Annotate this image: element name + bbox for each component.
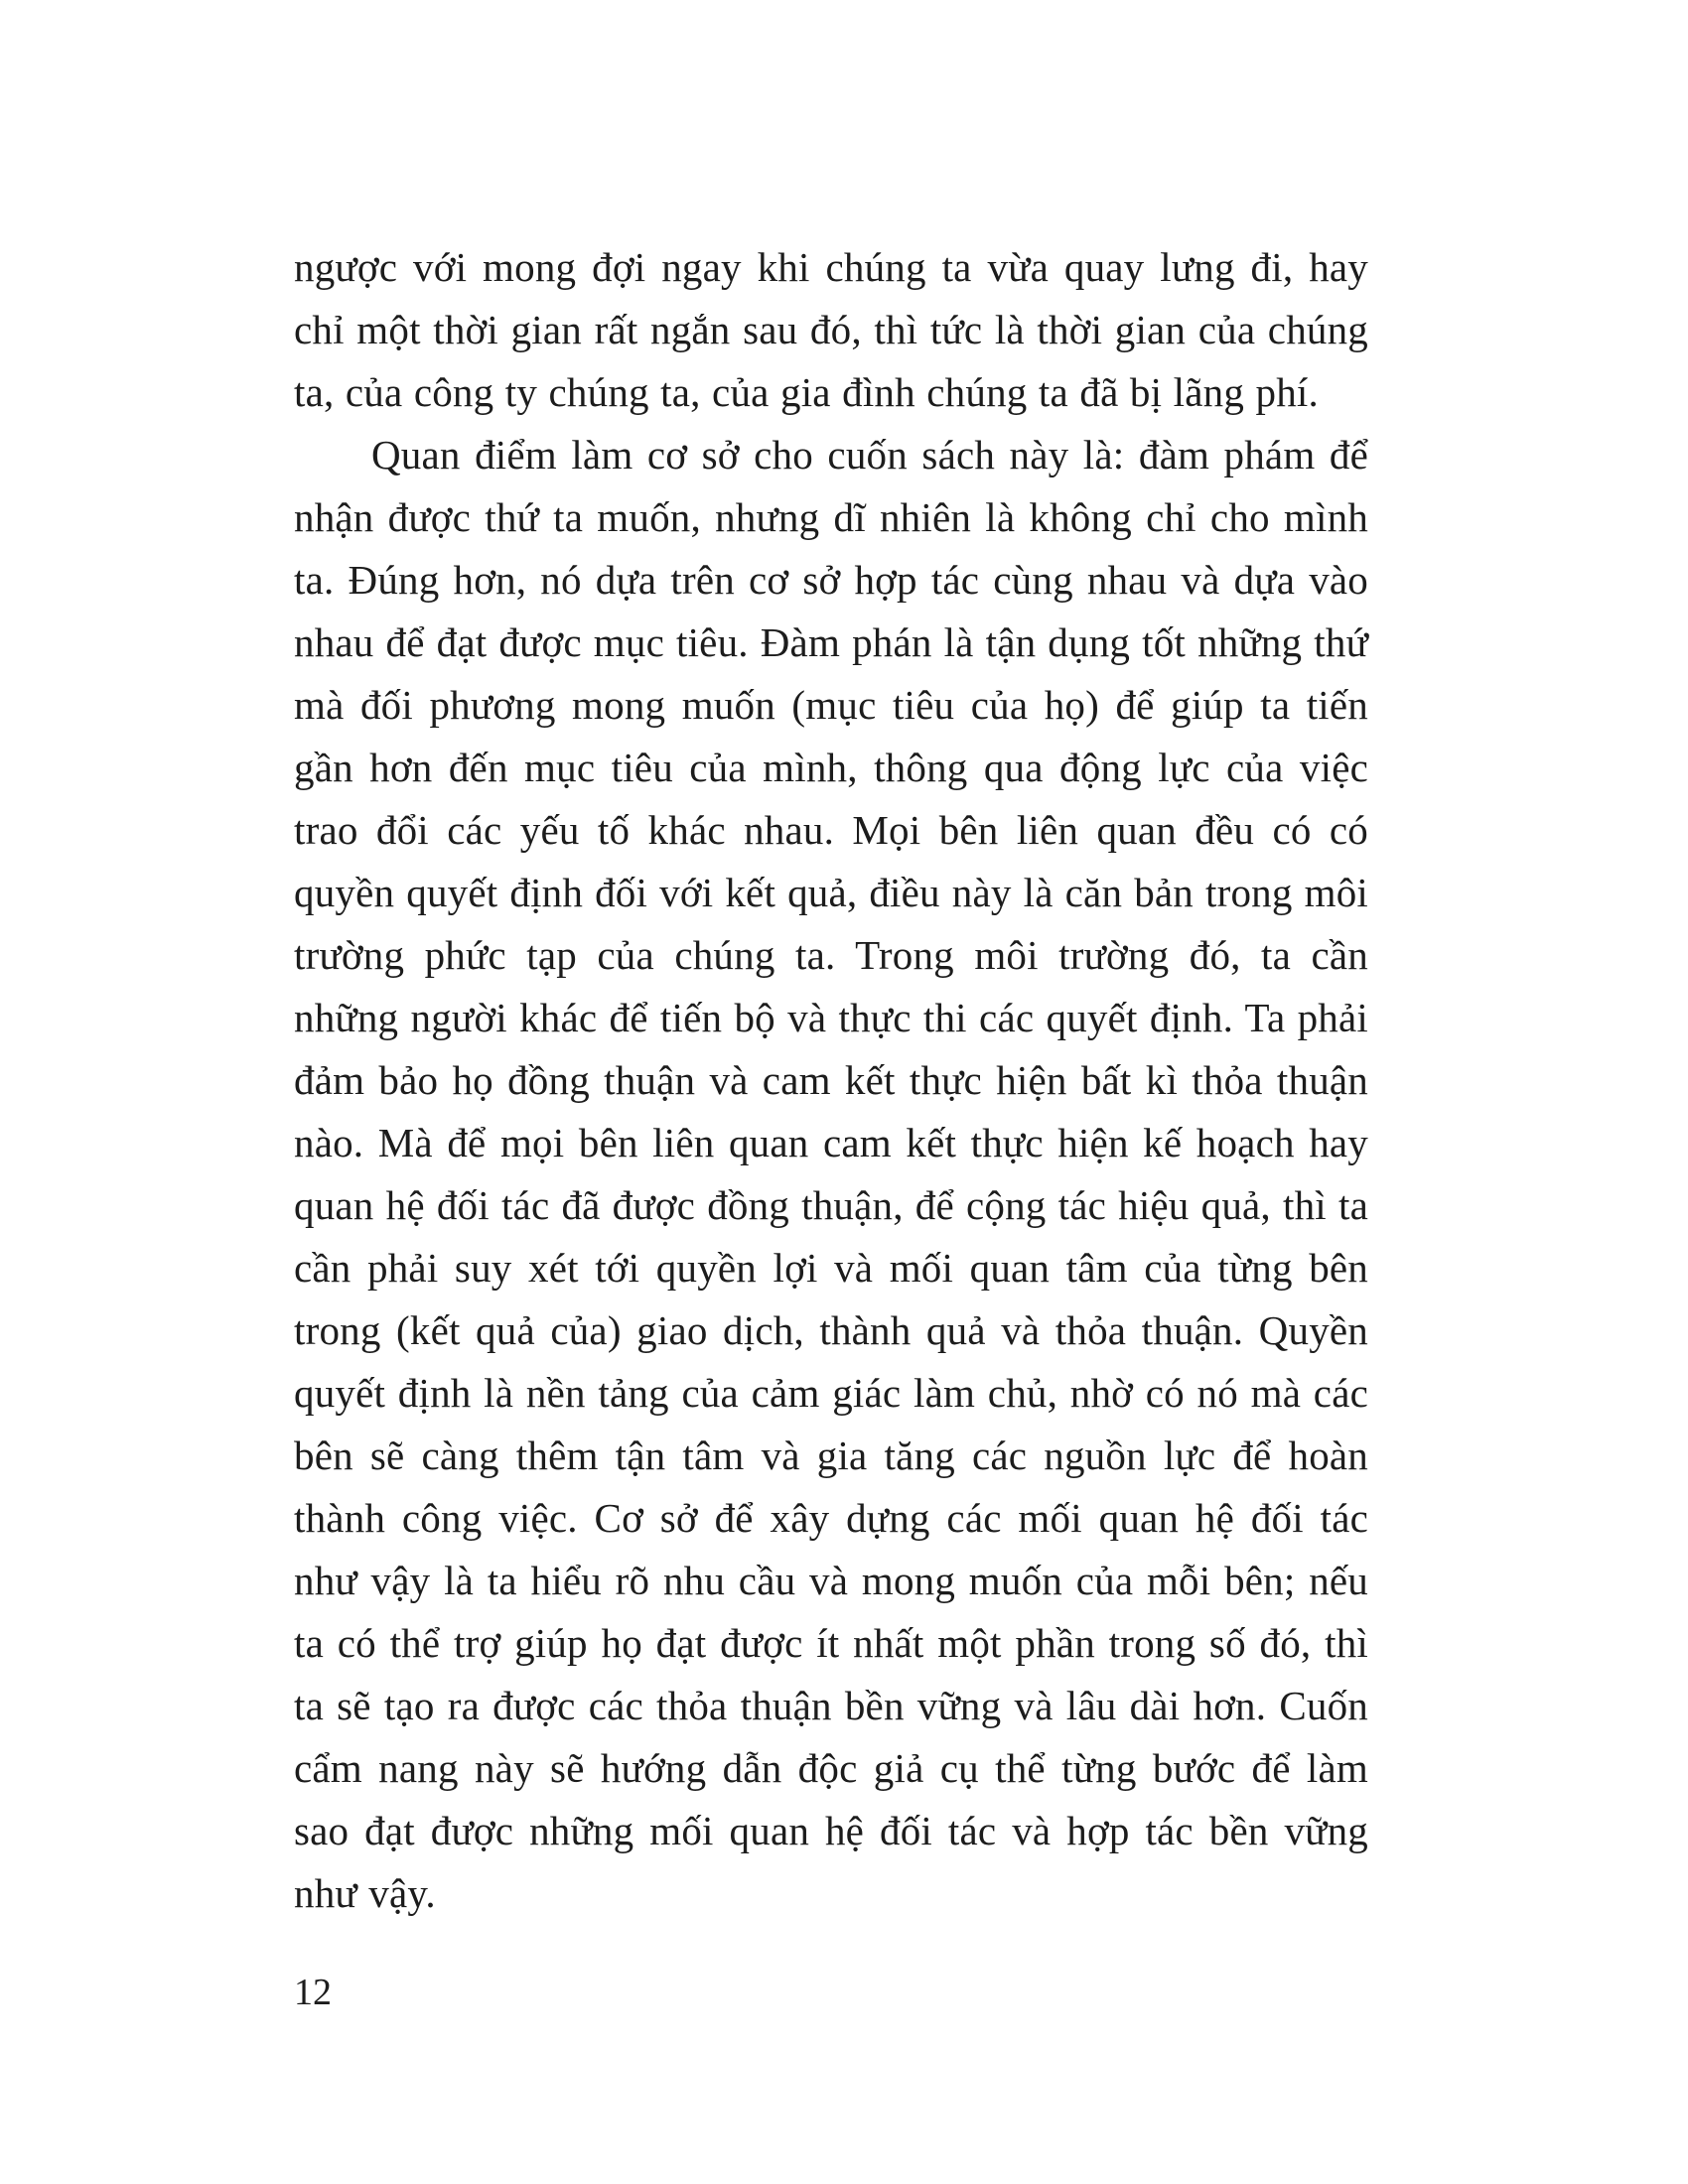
- paragraph-continuation: ngược với mong đợi ngay khi chúng ta vừa quay lưng đi, hay chỉ một thời gian rất ngắn sau đó, thì tức là thời gian của chúng ta, của công ty chúng ta, của gia đình chúng ta đã bị lãng phí.: [294, 244, 1368, 415]
- page-number: 12: [294, 1972, 332, 2013]
- paragraph-main: Quan điểm làm cơ sở cho cuốn sách này là: đàm phám để nhận được thứ ta muốn, nhưng dĩ nhiên là không chỉ cho mình ta. Đúng hơn, nó dựa trên cơ sở hợp tác cùng nhau và dựa vào nhau để đạt được mục tiêu. Đàm phán là tận dụng tốt những thứ mà đối phương mong muốn (mục tiêu của họ) để giúp ta tiến gần hơn đến mục tiêu của mình, thông qua động lực của việc trao đổi các yếu tố khác nhau. Mọi bên liên quan đều có có quyền quyết định đối với kết quả, điều này là căn bản trong môi trường phức tạp của chúng ta. Trong môi trường đó, ta cần những người khác để tiến bộ và thực thi các quyết định. Ta phải đảm bảo họ đồng thuận và cam kết thực hiện bất kì thỏa thuận nào. Mà để mọi bên liên quan cam kết thực hiện kế hoạch hay quan hệ đối tác đã được đồng thuận, để cộng tác hiệu quả, thì ta cần phải suy xét tới quyền lợi và mối quan tâm của từng bên trong (kết quả của) giao dịch, thành quả và thỏa thuận. Quyền quyết định là nền tảng của cảm giác làm chủ, nhờ có nó mà các bên sẽ càng thêm tận tâm và gia tăng các nguồn lực để hoàn thành công việc. Cơ sở để xây dựng các mối quan hệ đối tác như vậy là ta hiểu rõ nhu cầu và mong muốn của mỗi bên; nếu ta có thể trợ giúp họ đạt được ít nhất một phần trong số đó, thì ta sẽ tạo ra được các thỏa thuận bền vững và lâu dài hơn. Cuốn cẩm nang này sẽ hướng dẫn độc giả cụ thể từng bước để làm sao đạt được những mối quan hệ đối tác và hợp tác bền vững như vậy.: [294, 432, 1368, 1916]
- body-text: [294, 236, 1368, 1925]
